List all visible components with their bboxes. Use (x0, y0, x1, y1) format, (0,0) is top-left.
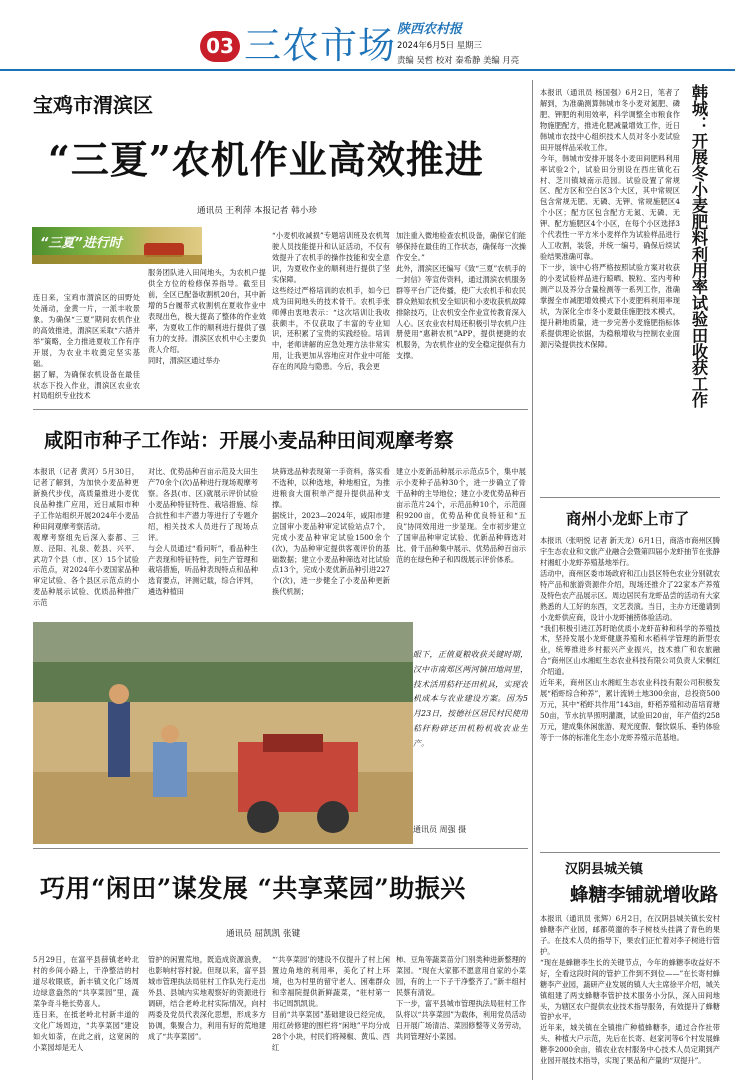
photo-credit: 通讯员 周强 摄 (413, 825, 467, 834)
a6-kicker: 汉阴县城关镇 (565, 862, 644, 877)
a1-column-2: 服务团队进入田间地头，为农机户提供全方位的检修保养指导。截至目前，全区已配备收割机20台，其中新增的5台履带式收割机在夏收作业中表现出色，极大提高了整体的作业效率，为夏收工作的顺利进行提供了强有力的支持。渭滨区农机中心主要负责人介绍。 同时，渭滨区通过举办 (148, 268, 266, 365)
a4-headline: 韩城：开展冬小麦肥料利用率试验田收获工作 (689, 84, 708, 408)
a2-column-4: 建立小麦新品种展示示范点5个，集中展示小麦种子品种30个，进一步确立了骨干品种的主导地位；建立小麦优势品种百亩示范片24个，示范品种10个，示范面积9200亩，优势品种优良特征和“五良”协同效用进一步显现。全市初步建立了国审品种审定试验、优新品种筛选对比、骨干品种集中展示、优势品种百亩示范的在绿色种子和四级展示评价体系。 (396, 467, 526, 564)
a6-headline: 蜂糖李铺就增收路 (570, 885, 719, 906)
a1-column-1: 连日来，宝鸡市渭滨区的田野处处涌动，金黄一片，一派丰收景象。为确保“三夏”期间农机作业的高效推进，渭滨区采取“六措并举”策略，全力推进夏收工作有序开展，为农业丰收奠定坚实基础。 据了解，为确保农机设备在最佳状态下投入作业，渭滨区农业农村局组织专业技术 (33, 293, 140, 401)
a2-column-3: 块筛选品种表现第一手资料，落实看不选种，以种选地，种地相宜，为推进粮食大面积单产提升提供品种支撑。 据统计，2023—2024年，咸阳市建立国审小麦品种审定试验站点7个，完成小麦品种审定试验1500余个(次)，为品种审定提供客观评价的基础数据；建立小麦品种筛选对比试验点13个，完成小麦优新品种引进227个(次)，进一步健全了小麦品种更新换代机制； (272, 467, 390, 597)
divider (33, 848, 528, 849)
editor-credits: 责编 吴哲 校对 秦希静 美编 月亮 (397, 55, 520, 65)
a4-body: 本报讯（通讯员 杨国强）6月2日，笔者了解到，为准确测算韩城市冬小麦对氮肥、磷肥、钾肥的利用效率，科学调整全市粮食作物施肥配方，推进化肥减量增效工作，近日韩城市农技中心组织技术人员对冬小麦试验田开展样品采收工作。 今年，韩城市安排开展冬小麦田间肥料利用率试验2个，试验田分别设在西庄镇化石村、芝川镇城南示范园。试验设置了常规区、配方区和空白区3个大区，其中常规区包含常规无肥、无磷、无钾、常规施肥区4个小区；配方区包含配方无氮、无磷、无钾、配方施肥区4个小区，在每个小区选择3个代表性一平方米小麦样作为试验样品进行人工收割，装袋，并统一编号，确保后续试验结果准确可靠。 下一步，该中心将严格按照试验方案对收获的小麦试验样品进行晾晒、脱粒、室内考种测产以及养分含量检测等一系列工作，准确掌握全市减肥增效模式下小麦肥料利用率现状，为深化全市冬小麦最佳施肥技术模式，提升耕地质量，进一步完善小麦施肥指标体系提供理论依据，为稳粮增收与控制农业面源污染提供技术保障。 (540, 88, 680, 349)
a2-column-1: 本报讯（记者 黄河）5月30日，记者了解到，为加快小麦品种更新换代步伐，高质量推进小麦优良品种推广应用，近日咸阳市种子工作站组织开展2024年小麦品种田间观摩考察活动。 观摩考察组先后深入泰都、三原、泾阳、礼泉、乾县、兴平、武功7个县（市、区）15个试验示范点，对2024年小麦国家品种审定试验、各个县区示范点的小麦品种展示试验、优质品种推广示范 (33, 467, 139, 608)
masthead-rule (0, 69, 735, 71)
column-separator (532, 80, 533, 1080)
paper-logo: 陕西农村报 (397, 22, 463, 37)
banner-photo (32, 227, 202, 264)
divider (33, 409, 528, 410)
a6-body: 本报讯（通讯员 张辉）6月2日，在汉阴县城关镇长安村蜂糖李产业园，邮都萸瀣的李子树枝头挂满了青色的果子。在技术人员的指导下，果农们正忙着对李子树进行管护。 “现在是蜂糖李生长的关键节点，今年的蜂糖李收益好不好，全看这段时间的管护工作到不到位——”在长寄村蜂糖李产业园，蔬研产业发展的镇人大主席徐平介绍，城关镇组建了两支蜂糖李管护技术服务小分队，深入田间地头，为辖区农户提供农业技术指导服务，有效提升了蜂糖管护水平。 近年来，城关镇在全镇推广种植蜂糖李，通过合作社带头、种植大户示范，先后在长寄、赵家河等6个村发展蜂糖李2000余亩，镇农业农村服务中心技术人员定期到产业园开展技术指导，实现了果品和产量的“双提升”。 (540, 914, 720, 1066)
a1-column-4: 加注重入微地检查农机设备，确保它们能够保持在最佳的工作状态，确保每一次操作安全。” 此外，渭滨区还编写《致“三夏”农机手的一封信》等宣传资料，通过渭滨农机服务群等平台广泛传播，使广大农机手和农民群众熟知农机安全知识和小麦收获机故障排除技巧，让农机安全作业宣传教育深入人心。区农业农村局还积极引导农机户注册使用“惠耕农机”APP，提供便捷的农机服务，为农机作业的安全稳定提供有力支撑。 (396, 231, 526, 361)
page-number-badge: 03 (200, 31, 240, 62)
a2-column-2: 对比、优势品种百亩示范及大田生产70余个(次)品种进行现场观摩考察。各县(市、区)就展示评价试验小麦品种特征特性、栽培措施、综合抗性和丰产潜力等进行了专题介绍，相关技术人员进行了现场点评。 与会人员通过“看问听”，看品种生产表现和特征特性，问生产管理和栽培措施，听品种表现特点和品种选育要点，评测记载，综合评判，遴选种植田 (148, 467, 258, 597)
harvest-photo (33, 622, 413, 844)
a2-headline: 咸阳市种子工作站：开展小麦品种田间观摩考察 (44, 429, 454, 452)
a3-column-3: “‘共享菜园’的建设不仅提升了村上闲置边角地的利用率，美化了村上环境，也为村里的留守老人、困难群众和幸福院提供新鲜蔬菜，“驻村第一书记周凯凯说。 目前“共享菜园”基础建设已经完成，用红砖修建的围栏将“闲地”平均分成28个小块，村民们将辣椒、黄瓜、西红 (272, 955, 390, 1052)
photo-caption-box (413, 648, 528, 844)
a1-headline: “三夏”农机作业高效推进 (48, 137, 484, 182)
a3-column-2: 管护的闲置荒地，既造成资源浪费，也影响村容村貌。但现以来，富平县城市管理执法局驻村工作队先行走出外县、县城内实地观察好的资源进行调研，结合老岭北村实际情况，向村两委及党员代表深化思想，形成多方协调，集聚合力，利用有好的荒地建成了“共享菜园”。 (148, 955, 266, 1041)
a5-body: 本报讯（张明悦 记者 新天龙）6月1日，商洛市商州区腾宇生态农业和文旅产业融合会暨第四届小龙虾抽节在张静村湘虹小龙虾养殖基地举行。 活动中，商州区委市场政府和江山县区特色农业分别就农特产品和旅游资源作介绍，现场还推介了22家本产养殖及特色农产品展示区。周边居民有龙虾品尝的活动有大家熟悉的人工好的东西，文艺表演。当日，主办方还邀请到小龙虾供应商，设计小龙虾捕捞体验活动。 “我们积极引进江苏盱眙优质小龙虾苗种和科学的养殖技术，坚持发展小龙虾健康养殖和水稻科学管理的新型农业，统筹推进乡村振兴产业振兴，技术推广和农旅融合“商州区山水湘虹生态农业科技有限公司负责人宋桐红介绍道。 近年来，商州区山水湘虹生态农业科技有限公司积极发展“稻虾综合种养”，累计流转土地300余亩，总投资500万元，其中“稻虾共作用”143亩，虾稻养殖和动苗培育塘50亩，节水抗旱照明灌溉，试验田20亩，年产值约258万元，建成集休闲旅游、观光度假、餐饮娱乐、垂钓体验等于一体的标准化生态小龙虾养殖示范基地。 (540, 536, 720, 742)
divider (540, 852, 720, 853)
a3-column-4: 柿、豆角等蔬菜苗分门别类种进新整理的菜园。“现在大家都不愿意用自家的小菜园，有的上一下子干净整齐了。”新丰组村民蔡有清说。 下一步，富平县城市管理执法局驻村工作队将以“共享菜园”为载体，利用党员活动日开展广场清洁、菜园修整等义务劳动，共同管理好小菜园。 (396, 955, 526, 1041)
photo-caption: 眼下，正值夏粮收获关键时期，汉中市南郑区两河镇田地间里，技术活用秸秆还田机具，实现农机成本与农业建设方案。因为5月23日，按德社区居民村民使用秸秆粉碎还田机粉机收农业生产。 (413, 650, 528, 748)
section-title: 三农市场 (244, 24, 396, 67)
banner-text: “三夏”进行时 (40, 236, 122, 251)
a1-column-3: “小麦机收减损”专题培训班及农机驾驶人员技能提升和认证活动，不仅有效提升了农机手的操作技能和安全意识，为夏收作业的顺利进行提供了坚实保障。 这些经过严格培训的农机手，如今已成为田间地头的技术骨干。农机手张师傅由衷地表示：“这次培训让我收获颇丰，不仅获取了丰富的专业知识，还积累了宝贵的实践经验。培训中，老师讲解的应急处理方法非常实用，让我更加从容地应对作业中可能存在的风险与隐患。今后，我会更 (272, 231, 390, 372)
harvest-photo-illustration (33, 622, 413, 844)
a1-kicker: 宝鸡市渭滨区 (33, 93, 153, 117)
divider (540, 497, 720, 498)
a5-headline: 商州小龙虾上市了 (566, 510, 690, 528)
banner-field-strip (32, 255, 202, 264)
issue-date: 2024年6月5日 星期三 (397, 40, 482, 50)
a3-column-1: 5月29日，在富平县薛镇老岭北村的乡间小路上，干净整洁的村道尽收眼底，新丰镇文化广场周边绿意盎然的“共享菜园”里，蔬菜争奇斗艳长势喜人。 连日来，在抵老岭北村新丰道的文化广场周边，“共享菜园”建设如火如荼，在此之前，这宽闲的小菜园却是无人 (33, 955, 139, 1052)
a1-byline: 通讯员 王利萍 本报记者 韩小珍 (197, 206, 317, 216)
a3-headline: 巧用“闲田”谋发展 “共享菜园”助振兴 (40, 874, 466, 903)
masthead (0, 0, 735, 70)
a3-byline: 通讯员 屈凯凯 张键 (226, 929, 301, 939)
